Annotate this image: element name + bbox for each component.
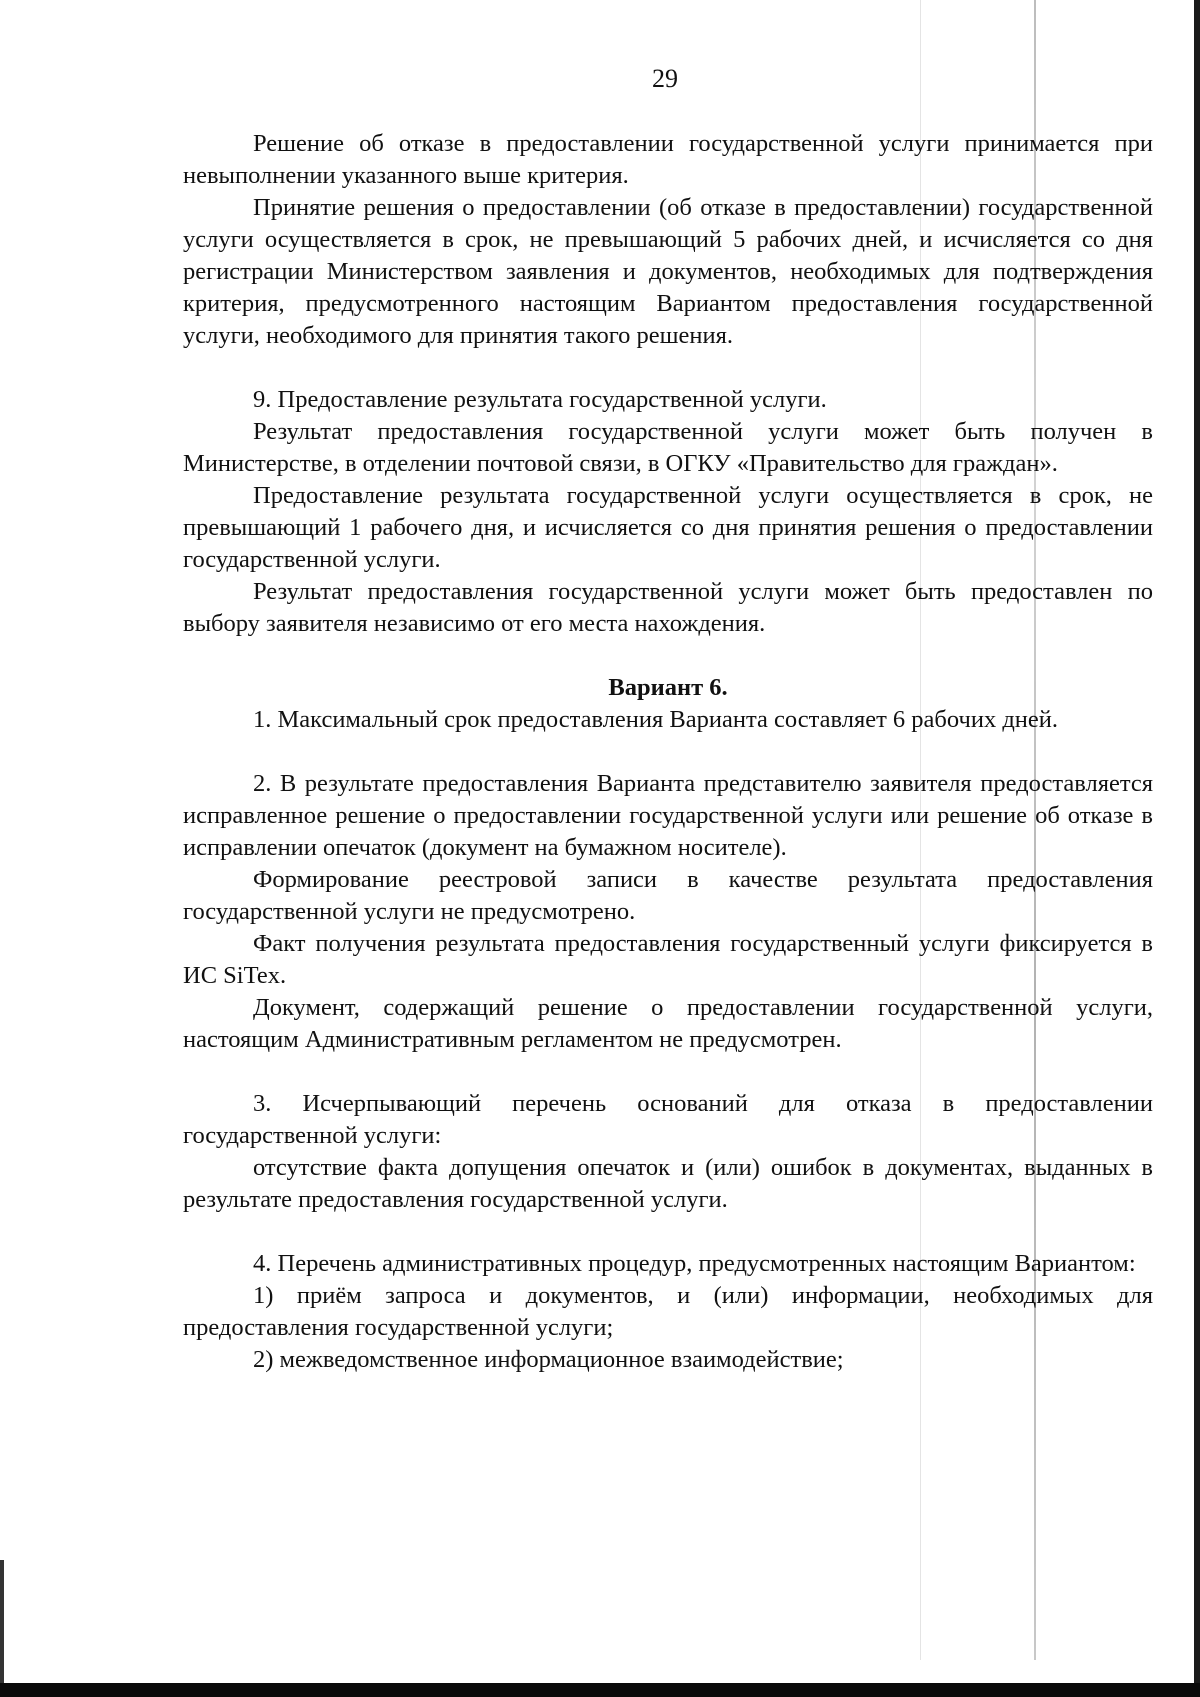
- paragraph: Формирование реестровой записи в качестве результата предоставления государственной услуги не предусмотрено.: [183, 866, 1153, 925]
- variant-heading: Вариант 6.: [608, 674, 728, 701]
- section-title: 9. Предоставление результата государственной услуги.: [253, 386, 827, 413]
- page-number: 29: [652, 64, 678, 93]
- paragraph: Предоставление результата государственной услуги осуществляется в срок, не превышающий 1 рабочего дня, и исчисляется со дня принятия решения о предоставлении государственной услуги.: [183, 482, 1153, 573]
- scan-edge-bottom: [0, 1683, 1200, 1697]
- document-body: [183, 128, 1153, 1376]
- spacer: [183, 352, 1153, 384]
- paragraph: отсутствие факта допущения опечаток и (или) ошибок в документах, выданных в результате предоставления государственной услуги.: [183, 1154, 1153, 1213]
- paragraph: 2. В результате предоставления Варианта представителю заявителя предоставляется исправленное решение о предоставлении государственной услуги или решение об отказе в исправлении опечаток (документ на бумажном носителе).: [183, 770, 1153, 861]
- paragraph: 4. Перечень административных процедур, предусмотренных настоящим Вариантом:: [253, 1250, 1136, 1277]
- paragraph: Факт получения результата предоставления государственный услуги фиксируется в ИС SiTex.: [183, 930, 1153, 989]
- list-item: 1) приём запроса и документов, и (или) информации, необходимых для предоставления государственной услуги;: [183, 1282, 1153, 1341]
- paragraph: Результат предоставления государственной услуги может быть предоставлен по выбору заявителя независимо от его места нахождения.: [183, 578, 1153, 637]
- paragraph: 1. Максимальный срок предоставления Варианта составляет 6 рабочих дней.: [253, 706, 1059, 733]
- paragraph: Документ, содержащий решение о предоставлении государственной услуги, настоящим Административным регламентом не предусмотрен.: [183, 994, 1153, 1053]
- spacer: [183, 1056, 1153, 1088]
- scan-edge-left: [0, 1560, 4, 1697]
- paragraph: Результат предоставления государственной услуги может быть получен в Министерстве, в отделении почтовой связи, в ОГКУ «Правительство для граждан».: [183, 418, 1153, 477]
- scan-edge-right: [1194, 0, 1200, 1697]
- spacer: [183, 1216, 1153, 1248]
- paragraph: 3. Исчерпывающий перечень оснований для отказа в предоставлении государственной услуги:: [183, 1090, 1153, 1149]
- list-item: 2) межведомственное информационное взаимодействие;: [253, 1346, 844, 1373]
- spacer: [183, 736, 1153, 768]
- paragraph: Решение об отказе в предоставлении государственной услуги принимается при невыполнении указанного выше критерия.: [183, 130, 1153, 189]
- spacer: [183, 640, 1153, 672]
- paragraph: Принятие решения о предоставлении (об отказе в предоставлении) государственной услуги осуществляется в срок, не превышающий 5 рабочих дней, и исчисляется со дня регистрации Министерством заявления и документов, необходимых для подтверждения критерия, предусмотренного настоящим Вариантом предоставления государственной услуги, необходимого для принятия такого решения.: [183, 194, 1153, 349]
